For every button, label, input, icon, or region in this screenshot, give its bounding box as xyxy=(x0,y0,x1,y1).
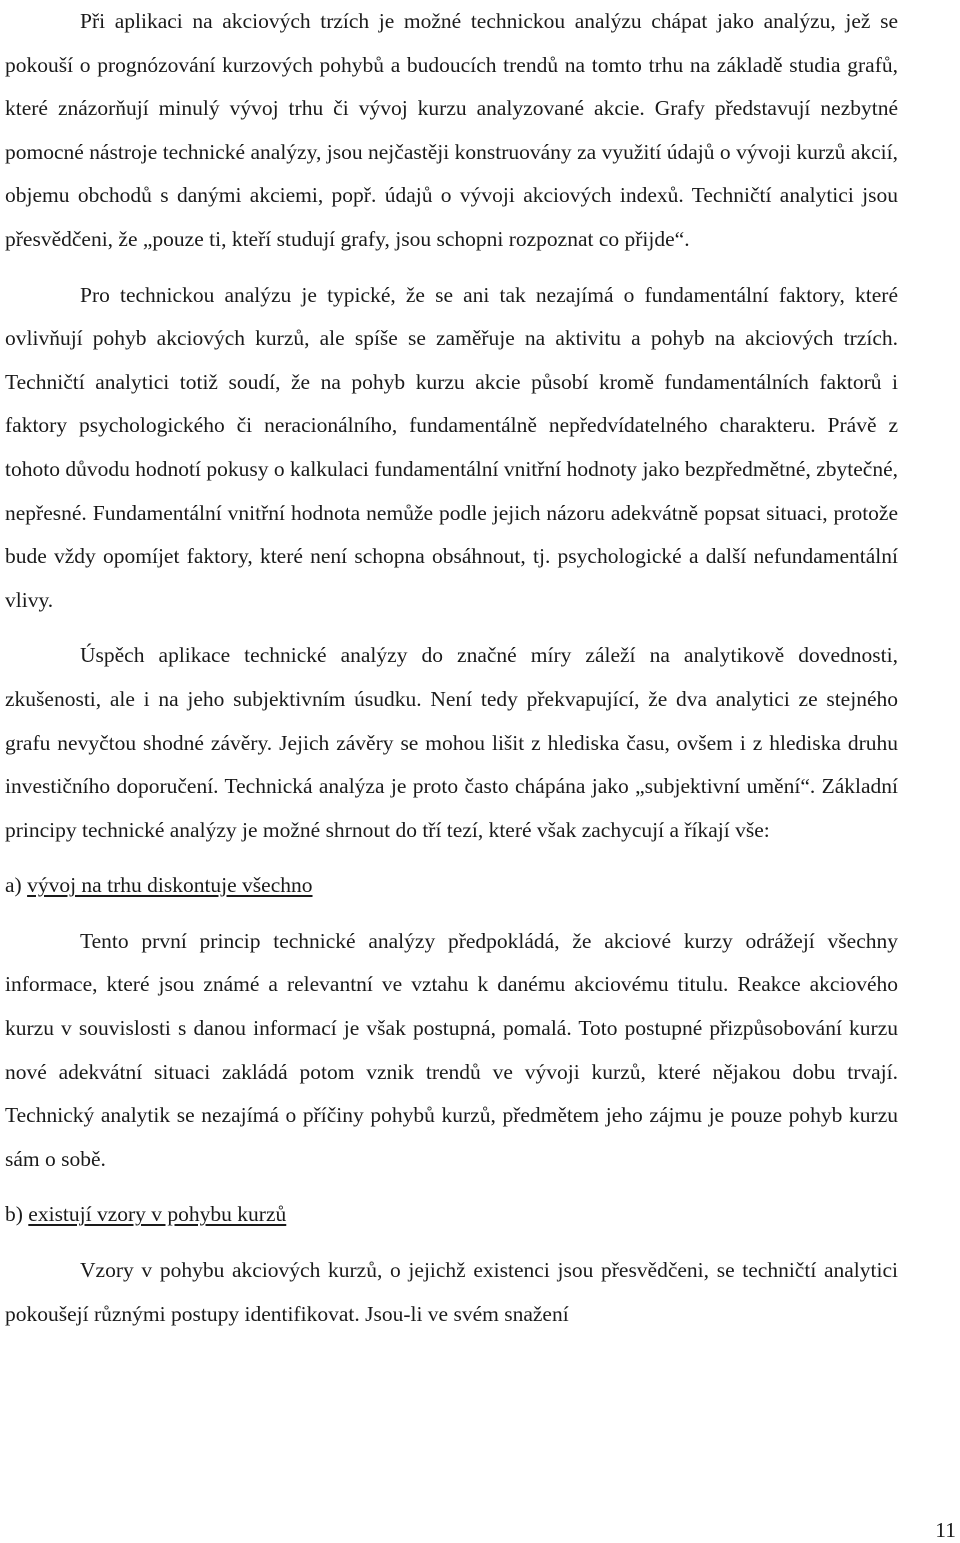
principle-b-title: existují vzory v pohybu kurzů xyxy=(28,1202,287,1227)
paragraph-analyst-skill: Úspěch aplikace technické analýzy do značné míry záleží na analytikově dovednosti, zkušenosti, ale i na jeho subjektivním úsudku. Není tedy překvapující, že dva analytici ze stejného grafu nevyčtou shodné závěry. Jejich závěry se mohou lišit z hlediska času, ovšem i z hlediska druhu investičního doporučení. Technická analýza je proto často chápána jako „subjektivní umění“. Základní principy technické analýzy je možné shrnout do tří tezí, které však zachycují a říkají vše: xyxy=(5,643,898,842)
principle-a-prefix: a) xyxy=(5,873,28,898)
principle-a-title: vývoj na trhu diskontuje všechno xyxy=(27,873,313,898)
paragraph-fundamental-factors: Pro technickou analýzu je typické, že se ani tak nezajímá o fundamentální faktory, které ovlivňují pohyb akciových kurzů, ale spíše se zaměřuje na aktivitu a pohyb na akciových trzích. Techničtí analytici totiž soudí, že na pohyb kurzu akcie působí kromě fundamentálních faktorů i faktory psychologického či neracionálního, fundamentálně nepředvídatelného charakteru. Právě z tohoto důvodu hodnotí pokusy o kalkulaci fundamentální vnitřní hodnoty jako bezpředmětné, zbytečné, nepřesné. Fundamentální vnitřní hodnota nemůže podle jejich názoru adekvátně popsat situaci, protože bude vždy opomíjet faktory, které není schopna obsáhnout, tj. psychologické a další nefundamentální vlivy. xyxy=(5,282,898,612)
principle-b-text: Vzory v pohybu akciových kurzů, o jejichž existenci jsou přesvědčeni, se techničtí analytici pokoušejí různými postupy identifikovat. Jsou-li ve svém snažení xyxy=(5,1258,898,1326)
principle-a-heading xyxy=(5,864,898,908)
page-number: 11 xyxy=(935,1518,956,1542)
paragraph-technical-analysis-intro: Při aplikaci na akciových trzích je možné technickou analýzu chápat jako analýzu, jež se pokouší o prognózování kurzových pohybů a budoucích trendů na tomto trhu na základě studia grafů, které znázorňují minulý vývoj trhu či vývoj kurzu analyzované akcie. Grafy představují nezbytné pomocné nástroje technické analýzy, jsou nejčastěji konstruovány za využití údajů o vývoji kurzů akcií, objemu obchodů s danými akciemi, popř. údajů o vývoji akciových indexů. Techničtí analytici jsou přesvědčeni, že „pouze ti, kteří studují grafy, jsou schopni rozpoznat co přijde“. xyxy=(5,9,898,251)
principle-a-text: Tento první princip technické analýzy předpokládá, že akciové kurzy odrážejí všechny informace, které jsou známé a relevantní ve vztahu k danému akciovému titulu. Reakce akciového kurzu v souvislosti s danou informací je však postupná, pomalá. Toto postupné přizpůsobování kurzu nové adekvátní situaci zakládá potom vznik trendů ve vývoji kurzů, které nějakou dobu trvají. Technický analytik se nezajímá o příčiny pohybů kurzů, předmětem jeho zájmu je pouze pohyb kurzu sám o sobě. xyxy=(5,928,898,1171)
principle-b-prefix: b) xyxy=(5,1202,29,1227)
document-page xyxy=(5,0,898,1336)
principle-b-heading xyxy=(5,1193,898,1237)
